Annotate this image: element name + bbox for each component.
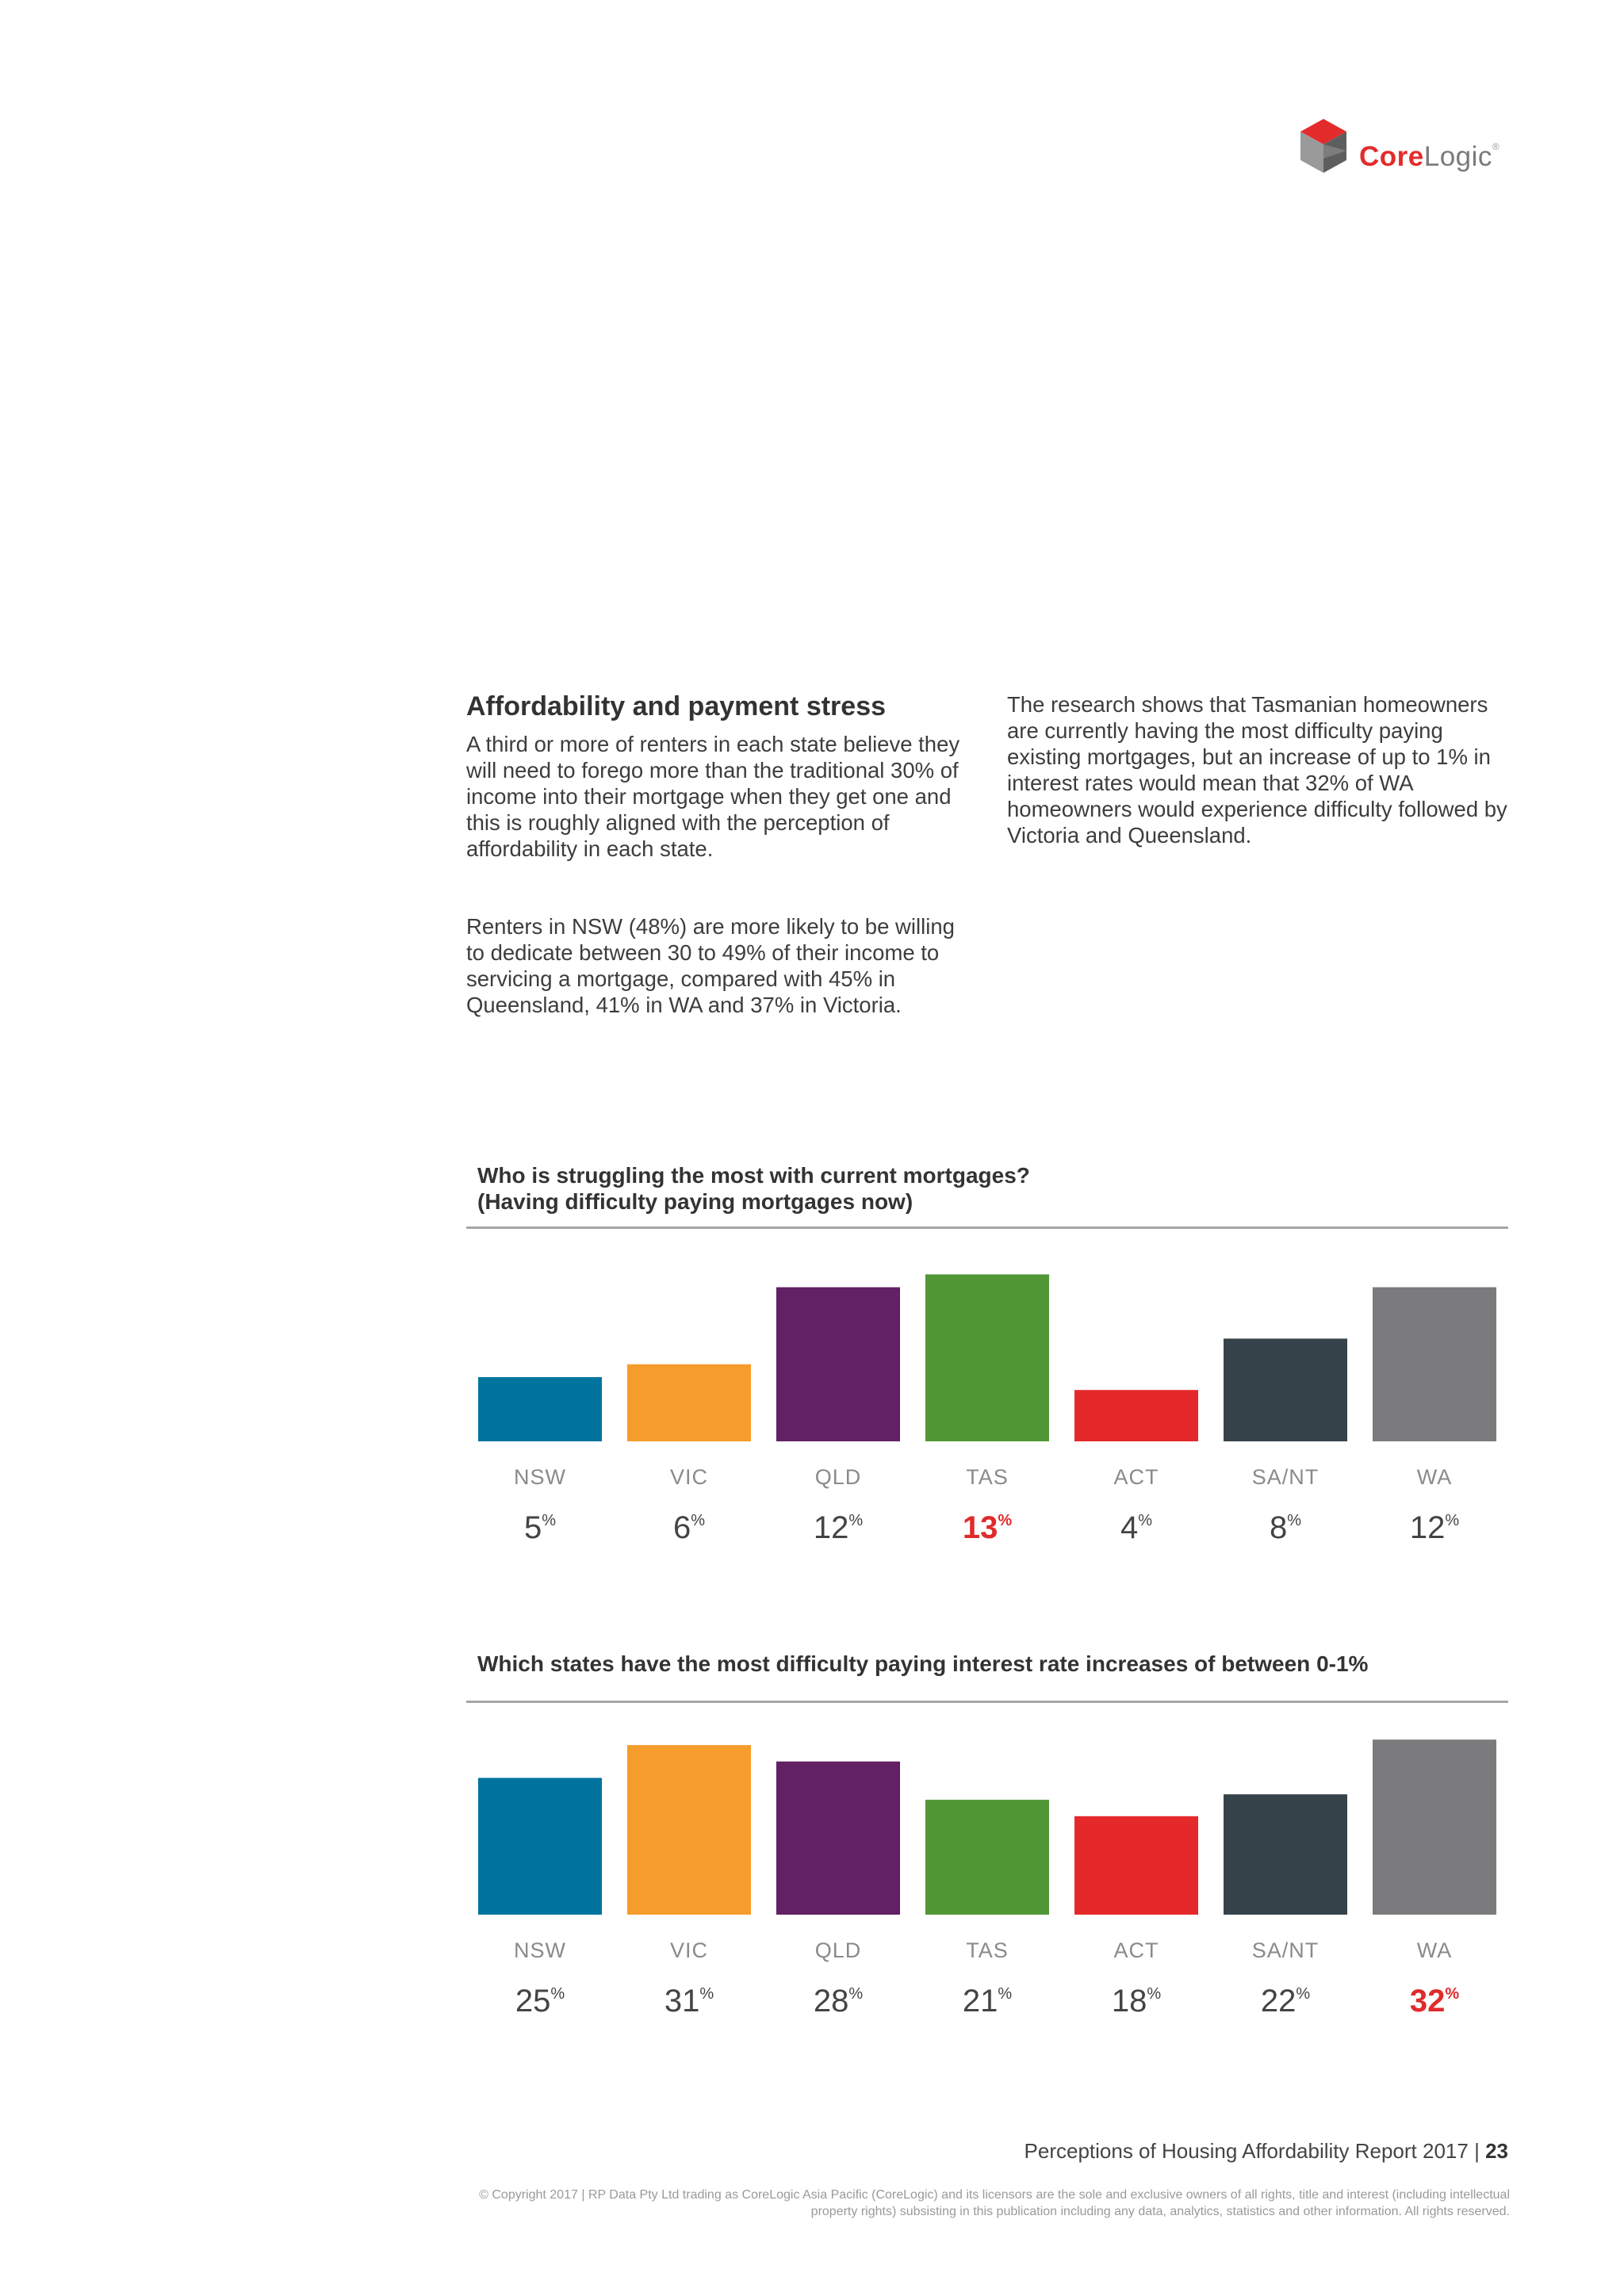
chart2-category-label-wa: WA bbox=[1416, 1938, 1453, 1962]
chart2-bar-qld bbox=[776, 1762, 900, 1915]
chart1-category-label-nsw: NSW bbox=[514, 1465, 566, 1489]
chart1-value-label-vic: 6% bbox=[672, 1510, 706, 1545]
chart1-category-label-wa: WA bbox=[1416, 1465, 1453, 1489]
chart2-bar-tas bbox=[925, 1800, 1049, 1915]
chart1-value-label-nsw: 5% bbox=[523, 1510, 557, 1545]
chart1-value-label-qld: 12% bbox=[813, 1510, 864, 1545]
chart1-title-line1: Who is struggling the most with current mortgages? bbox=[477, 1163, 1030, 1188]
footer-separator: | bbox=[1474, 2139, 1480, 2163]
chart1-bar-tas bbox=[925, 1274, 1049, 1441]
chart1-bar-vic bbox=[627, 1364, 751, 1441]
chart2-value-label-wa: 32% bbox=[1409, 1984, 1460, 2019]
chart2-bar-wa bbox=[1373, 1739, 1496, 1915]
logo-core-text: Core bbox=[1359, 141, 1424, 172]
chart2-category-label-tas: TAS bbox=[966, 1938, 1009, 1962]
chart2-bar-vic bbox=[627, 1745, 751, 1915]
section-heading: Affordability and payment stress bbox=[466, 691, 887, 721]
chart1-bar-wa bbox=[1373, 1288, 1496, 1441]
paragraph-renters-third: A third or more of renters in each state believe they will need to forego more than the traditional 30% of income into their mortgage when they get one and this is roughly aligned with the perception of affordability in each state. bbox=[466, 732, 960, 861]
chart1-value-label-wa: 12% bbox=[1409, 1510, 1460, 1545]
chart2-category-label-act: ACT bbox=[1113, 1938, 1159, 1962]
chart1-bar-sa-nt bbox=[1224, 1338, 1347, 1441]
paragraph-research-tasmania: The research shows that Tasmanian homeowners are currently having the most difficulty paying existing mortgages, but an increase of up to 1% in interest rates would mean that 32% of WA homeowners would experience difficulty followed by Victoria and Queensland. bbox=[1007, 692, 1507, 848]
chart1-bar-act bbox=[1074, 1390, 1198, 1441]
chart2-value-label-qld: 28% bbox=[813, 1984, 864, 2019]
chart1-value-label-sa-nt: 8% bbox=[1269, 1510, 1302, 1545]
footer-report-title: Perceptions of Housing Affordability Report 2017 bbox=[1024, 2139, 1469, 2163]
chart1-value-label-tas: 13% bbox=[962, 1510, 1013, 1545]
logo-logic-text: Logic bbox=[1423, 141, 1492, 172]
chart2-value-label-sa-nt: 22% bbox=[1260, 1984, 1311, 2019]
chart1-category-label-vic: VIC bbox=[669, 1465, 709, 1489]
chart2-category-label-nsw: NSW bbox=[514, 1938, 566, 1962]
chart2-value-label-tas: 21% bbox=[962, 1984, 1013, 2019]
copyright-notice: © Copyright 2017 | RP Data Pty Ltd trading as CoreLogic Asia Pacific (CoreLogic) and its licensors are the sole and exclusive owners of all rights, title and interest (including intellectual property rights) subsisting in this publication including any data, analytics, statistics and other information. All rights reserved. bbox=[479, 2188, 1510, 2218]
chart2-value-label-nsw: 25% bbox=[515, 1984, 565, 2019]
chart1-bar-qld bbox=[776, 1288, 900, 1441]
chart2-value-label-act: 18% bbox=[1111, 1984, 1162, 2019]
chart2-title-line1: Which states have the most difficulty paying interest rate increases of between 0-1% bbox=[477, 1651, 1369, 1676]
chart2-category-label-sa-nt: SA/NT bbox=[1251, 1938, 1320, 1962]
page-footer bbox=[1025, 2139, 1508, 2164]
page-number: 23 bbox=[1485, 2139, 1508, 2163]
chart1-category-label-tas: TAS bbox=[966, 1465, 1009, 1489]
logo-registered-mark: ® bbox=[1492, 141, 1500, 152]
chart2-category-label-qld: QLD bbox=[814, 1938, 862, 1962]
chart2-bar-act bbox=[1074, 1816, 1198, 1915]
chart1-value-label-act: 4% bbox=[1120, 1510, 1153, 1545]
chart1-category-label-sa-nt: SA/NT bbox=[1251, 1465, 1320, 1489]
chart2-category-label-vic: VIC bbox=[669, 1938, 709, 1962]
chart1-bar-nsw bbox=[478, 1377, 602, 1441]
chart1-category-label-qld: QLD bbox=[814, 1465, 862, 1489]
chart2-bar-sa-nt bbox=[1224, 1794, 1347, 1915]
chart1-title-line2: (Having difficulty paying mortgages now) bbox=[477, 1189, 914, 1214]
chart2-value-label-vic: 31% bbox=[664, 1984, 714, 2019]
chart2-bar-nsw bbox=[478, 1778, 602, 1915]
paragraph-renters-nsw: Renters in NSW (48%) are more likely to be willing to dedicate between 30 to 49% of their income to servicing a mortgage, compared with 45% in Queensland, 41% in WA and 37% in Victoria. bbox=[466, 914, 955, 1017]
chart1-category-label-act: ACT bbox=[1113, 1465, 1159, 1489]
